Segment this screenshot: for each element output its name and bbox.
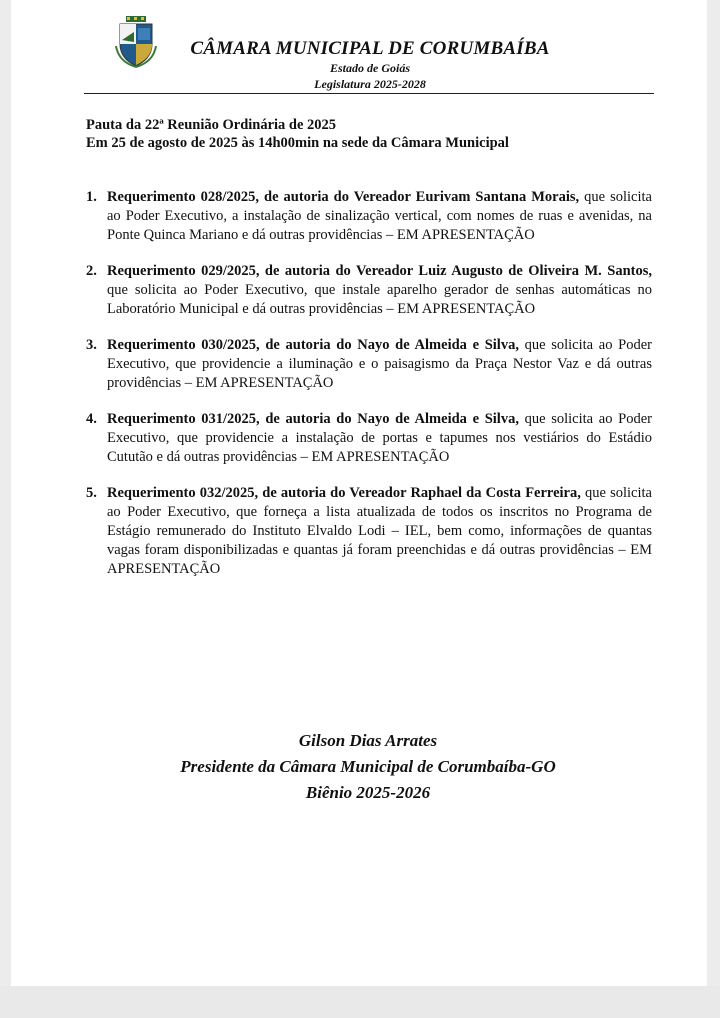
- signature-block: [100, 728, 636, 806]
- agenda-items-list: [86, 188, 652, 596]
- agenda-title: Pauta da 22ª Reunião Ordinária de 2025: [86, 117, 337, 133]
- item-number: 4.: [86, 411, 97, 427]
- header-title: CÂMARA MUNICIPAL DE CORUMBAÍBA: [190, 38, 550, 59]
- list-item: [86, 336, 652, 393]
- item-number: 3.: [86, 337, 97, 353]
- item-title: Requerimento 028/2025, de autoria do Vereador Eurivam Santana Morais,: [107, 189, 580, 205]
- agenda-date: Em 25 de agosto de 2025 às 14h00min na sede da Câmara Municipal: [86, 135, 509, 151]
- header-divider: [84, 93, 654, 94]
- item-text: que solicita ao Poder Executivo, que providencie a iluminação e o paisagismo da Praça Nestor Vaz e dá outras providências – EM APRESENTAÇÃO: [107, 337, 652, 391]
- header-legislature: Legislatura 2025-2028: [314, 77, 426, 91]
- item-text: que solicita ao Poder Executivo, que providencie a instalação de portas e tapumes nos vestiários do Estádio Cututão e dá outras providências – EM APRESENTAÇÃO: [107, 411, 652, 465]
- list-item: [86, 484, 652, 579]
- item-number: 1.: [86, 189, 97, 205]
- item-title: Requerimento 029/2025, de autoria do Vereador Luiz Augusto de Oliveira M. Santos,: [107, 263, 652, 279]
- item-title: Requerimento 032/2025, de autoria do Vereador Raphael da Costa Ferreira,: [107, 485, 581, 501]
- list-item: [86, 410, 652, 467]
- item-number: 2.: [86, 263, 97, 279]
- left-margin-shade: [0, 0, 11, 986]
- item-text: que solicita ao Poder Executivo, que forneça a lista atualizada de todos os inscritos no Programa de Estágio remunerado do Instituto Elvaldo Lodi – IEL, bem como, informações de quantas vagas foram disponibilizadas e quantas já foram preenchidas e dá outras providências – EM APRESENTAÇÃO: [107, 485, 652, 577]
- agenda-heading: [86, 116, 656, 152]
- item-number: 5.: [86, 485, 97, 501]
- bottom-margin-shade: [0, 986, 720, 1018]
- header-state: Estado de Goiás: [329, 61, 410, 75]
- item-text: que solicita ao Poder Executivo, a instalação de sinalização vertical, com nomes de ruas e avenidas, na Ponte Quinca Mariano e dá outras providências – EM APRESENTAÇÃO: [107, 189, 652, 243]
- signatory-term: Biênio 2025-2026: [305, 783, 431, 802]
- item-title: Requerimento 031/2025, de autoria do Nayo de Almeida e Silva,: [107, 411, 519, 427]
- item-title: Requerimento 030/2025, de autoria do Nayo de Almeida e Silva,: [107, 337, 519, 353]
- list-item: [86, 188, 652, 245]
- signatory-name: Gilson Dias Arrates: [298, 731, 438, 750]
- signatory-role: Presidente da Câmara Municipal de Corumbaíba-GO: [180, 757, 556, 776]
- right-margin-shade: [707, 0, 720, 986]
- list-item: [86, 262, 652, 319]
- item-text: que solicita ao Poder Executivo, que instale aparelho gerador de senhas automáticas no Laboratório Municipal e dá outras providências – EM APRESENTAÇÃO: [107, 282, 652, 317]
